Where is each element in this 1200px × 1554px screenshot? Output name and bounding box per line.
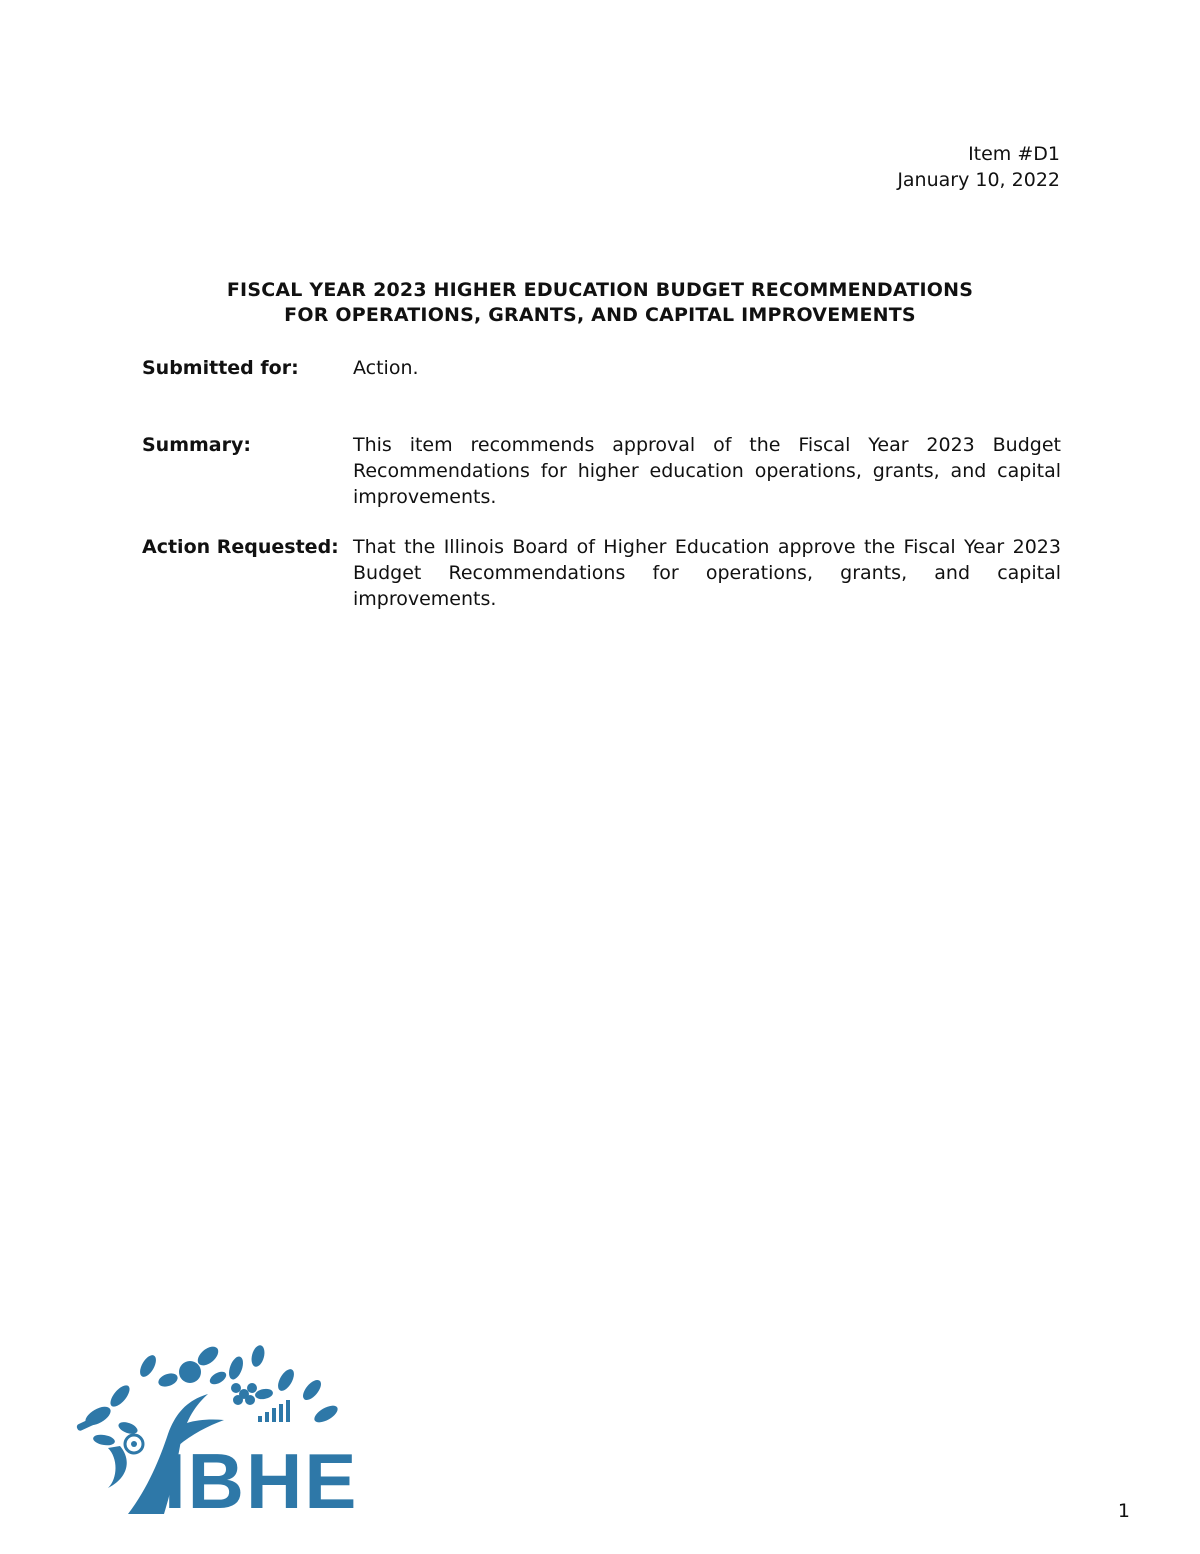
document-title xyxy=(0,278,1200,328)
title-line-2: FOR OPERATIONS, GRANTS, AND CAPITAL IMPROVEMENTS xyxy=(284,304,916,326)
page-number: 1 xyxy=(1117,1500,1130,1522)
submitted-for-value: Action. xyxy=(353,357,419,379)
title-line-1: FISCAL YEAR 2023 HIGHER EDUCATION BUDGET RECOMMENDATIONS xyxy=(226,279,974,301)
action-requested-label: Action Requested: xyxy=(142,536,339,558)
header-meta xyxy=(897,141,1060,193)
document-date: January 10, 2022 xyxy=(897,169,1060,191)
action-requested-value: That the Illinois Board of Higher Education approve the Fiscal Year 2023 Budget Recommendations for operations, grants, and capital improvements. xyxy=(353,536,1061,610)
summary-label: Summary: xyxy=(142,434,251,456)
ibhe-logo xyxy=(68,1338,408,1524)
logo-text: IBHE xyxy=(164,1437,359,1524)
submitted-for-label: Submitted for: xyxy=(142,357,299,379)
summary-value: This item recommends approval of the Fiscal Year 2023 Budget Recommendations for higher education operations, grants, and capital improvements. xyxy=(353,434,1061,508)
item-number: Item #D1 xyxy=(968,143,1060,165)
